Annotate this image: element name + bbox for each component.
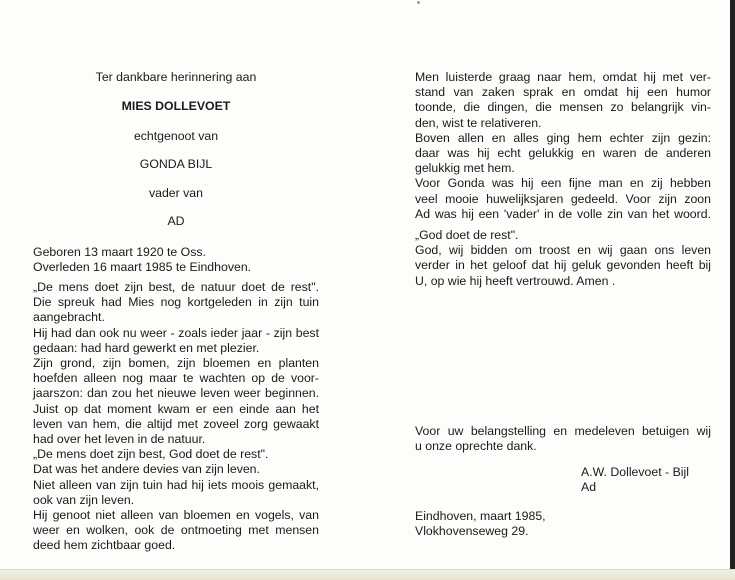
birth-date: Geboren 13 maart 1920 te Oss.: [33, 245, 206, 259]
text-line: had over het leven in de natuur.: [33, 432, 206, 447]
text-line: jaarszon: dan zou het nieuwe leven weer beginnen.: [33, 386, 319, 401]
deceased-name: MIES DOLLEVOET: [121, 99, 231, 113]
text-line: God, wij bidden om troost en wij gaan ons leven: [415, 243, 711, 258]
text-line: deed hem zichtbaar goed.: [33, 538, 176, 553]
thanks-text: [415, 424, 711, 454]
left-body: [33, 280, 319, 554]
text-line: Voor uw belangstelling en medeleven betuigen wij: [415, 424, 711, 438]
text-line: u onze oprechte dank.: [415, 439, 537, 454]
child-name: AD: [167, 214, 185, 228]
text-line: Niet alleen van zijn tuin had hij iets moois gemaakt,: [33, 477, 319, 492]
text-line: Zijn grond, zijn bomen, zijn bloemen en planten: [33, 356, 319, 371]
text-line: weer en wolken, ook de ontmoeting met mensen: [33, 523, 319, 538]
text-line: „God doet de rest".: [415, 228, 519, 242]
text-line: stand van zaken sprak en omdat hij een humor: [415, 85, 711, 100]
signatures: [581, 465, 689, 495]
text-line: Hij had dan ook nu weer - zoals ieder jaar - zijn best: [33, 325, 319, 340]
spouse-name: GONDA BIJL: [139, 157, 213, 171]
scan-bottom-edge: [0, 569, 735, 580]
text-line: Dat was het andere devies van zijn leven.: [33, 462, 260, 477]
address-line: Eindhoven, maart 1985,: [415, 509, 546, 523]
intro-text: Ter dankbare herinnering aan: [95, 70, 257, 84]
scan-edge: [730, 0, 735, 580]
right-body-2: [415, 228, 711, 289]
address: [415, 509, 546, 539]
text-line: Men luisterde graag naar hem, omdat hij met ver-: [415, 70, 711, 84]
speck: [417, 1, 420, 4]
death-date: Overleden 16 maart 1985 te Eindhoven.: [33, 260, 252, 274]
right-body-1: [415, 70, 711, 222]
text-line: aangebracht.: [33, 310, 105, 325]
signature-line: Ad: [581, 480, 597, 495]
text-line: U, op wie hij heeft vertrouwd. Amen .: [415, 273, 616, 288]
father-label: vader van: [148, 186, 203, 200]
text-line: „De mens doet zijn best, de natuur doet de rest".: [33, 280, 319, 294]
text-line: toonde, die dingen, die mensen zo belangrijk vin-: [415, 100, 711, 115]
text-line: Die spreuk had Mies nog kortgeleden in zijn tuin: [33, 295, 319, 310]
text-line: Boven allen en alles ging hem echter zijn gezin:: [415, 130, 711, 145]
text-line: Juist op dat moment kwam er een einde aan het: [33, 401, 319, 416]
text-line: verder in het geloof dat hij geluk gevonden heeft bij: [415, 258, 711, 273]
text-line: Hij genoot niet alleen van bloemen en vogels, van: [33, 508, 319, 523]
text-line: Ad was hij een 'vader' in de volle zin van het woord.: [415, 206, 711, 221]
text-line: gelukkig met hem.: [415, 161, 515, 176]
address-line: Vlokhovenseweg 29.: [415, 524, 529, 539]
text-line: daar was hij echt gelukkig en waren de anderen: [415, 146, 711, 161]
text-line: ook van zijn leven.: [33, 492, 135, 507]
text-line: den, wist te relativeren.: [415, 115, 542, 130]
text-line: Voor Gonda was hij een fijne man en zij hebben: [415, 176, 711, 191]
text-line: leven van hem, die altijd met zoveel zorg gewaakt: [33, 416, 319, 431]
signature-line: A.W. Dollevoet - Bijl: [581, 465, 689, 479]
spouse-label: echtgenoot van: [133, 129, 219, 143]
text-line: gedaan: had hard gewerkt en met plezier.: [33, 340, 260, 355]
text-line: veel mooie huwelijksjaren gedeeld. Voor zijn zoon: [415, 191, 711, 206]
text-line: hoefden alleen nog maar te wachten op de voor-: [33, 371, 319, 386]
text-line: „De mens doet zijn best, God doet de rest".: [33, 447, 269, 462]
